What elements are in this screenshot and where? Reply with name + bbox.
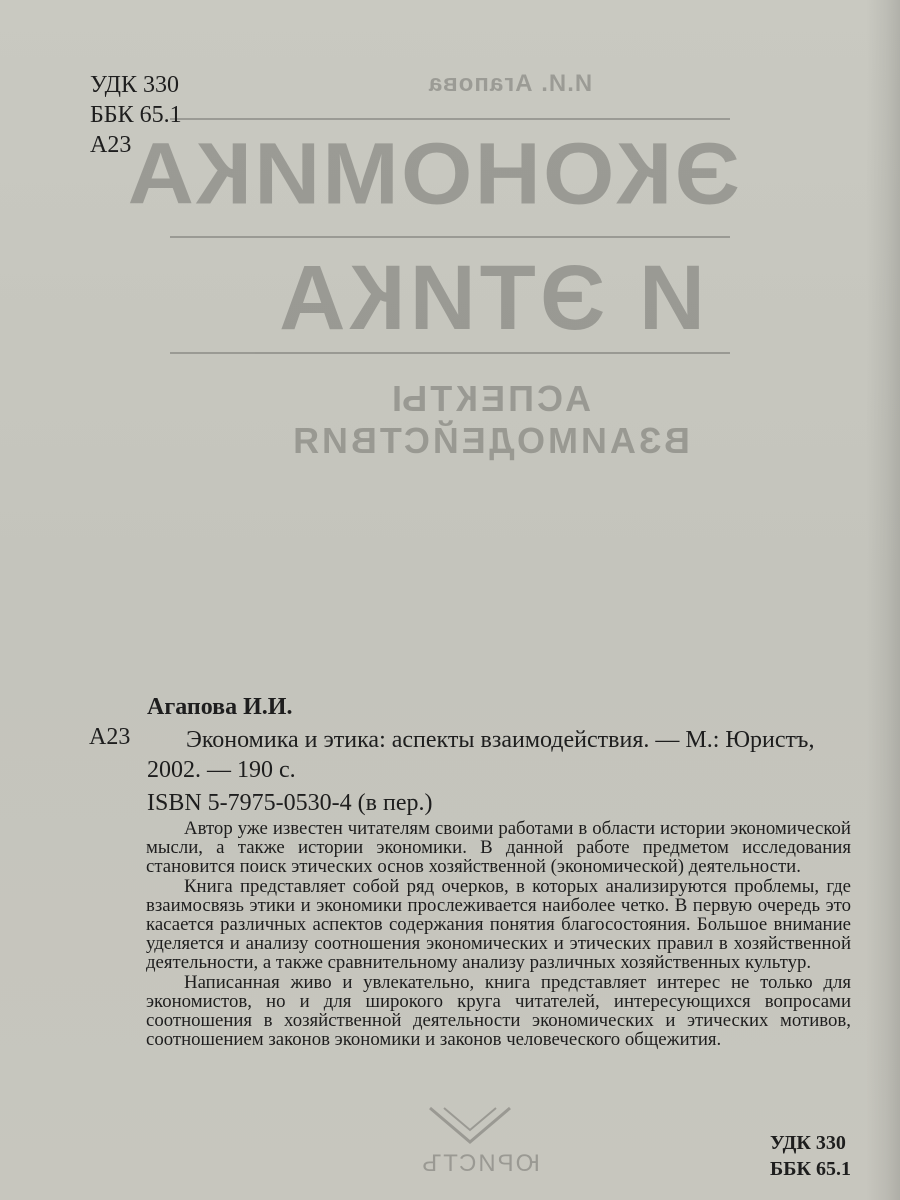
udk-code: УДК 330 (90, 72, 179, 98)
annotation-paragraph: Написанная живо и увлекательно, книга представляет интерес не только для экономистов, но и для широкого круга читателей, интересующихся вопросами соотношения в хозяйственной деятельности экономических и этических мотивов, соотношением законов экономики и законов человеческого общежития. (146, 971, 851, 1051)
entry-author: Агапова И.И. (147, 694, 293, 720)
udk-code-bottom: УДК 330 (770, 1132, 846, 1154)
bbk-code: ББК 65.1 (90, 102, 182, 128)
bleed-subtitle-line-2: ВЗАИМОДЕЙСТВИЯ (290, 420, 690, 461)
bleed-publisher: ЮРИСТЪ (420, 1150, 540, 1177)
entry-title: Экономика и этика: аспекты взаимодействия. — М.: Юристъ, (186, 727, 815, 753)
bbk-code-bottom: ББК 65.1 (770, 1158, 851, 1180)
entry-isbn: ISBN 5-7975-0530-4 (в пер.) (147, 790, 433, 816)
bleed-title-line-1: ЭКОНОМИКА (125, 125, 740, 223)
catalogue-codes-bottom (770, 1130, 851, 1182)
annotation-paragraph: Книга представляет собой ряд очерков, в которых анализируются проблемы, где взаимосвязь этики и экономики прослеживается наиболее четко. В первую очередь это касается различных аспектов содержания понятия благосостояния. Большое внимание уделяется и анализу соотношения экономических и этических правил в хозяйственной деятельности, а также сравнительному анализу различных хозяйственных культур. (146, 875, 851, 974)
bleed-rule-1 (170, 118, 730, 120)
catalogue-codes-top (90, 70, 182, 160)
bleed-author: И.И. Агапова (427, 70, 593, 97)
annotation-paragraph: Автор уже известен читателям своими работами в области истории экономической мысли, а также истории экономики. В данной работе предметом исследования становится поиск этических основ хозяйственной (экономической) деятельности. (146, 818, 851, 878)
bleed-publisher-logo (420, 1100, 520, 1150)
bleed-title-line-2: И ЭТИКА (274, 247, 706, 349)
entry-imprint: 2002. — 190 с. (147, 757, 296, 783)
author-mark: А23 (90, 132, 132, 158)
bleed-subtitle-line-1: АСПЕКТЫ (388, 378, 592, 419)
bleed-rule-3 (170, 352, 730, 354)
entry-author-mark: А23 (89, 724, 131, 750)
annotation (146, 819, 851, 1049)
bleed-rule-2 (170, 236, 730, 238)
